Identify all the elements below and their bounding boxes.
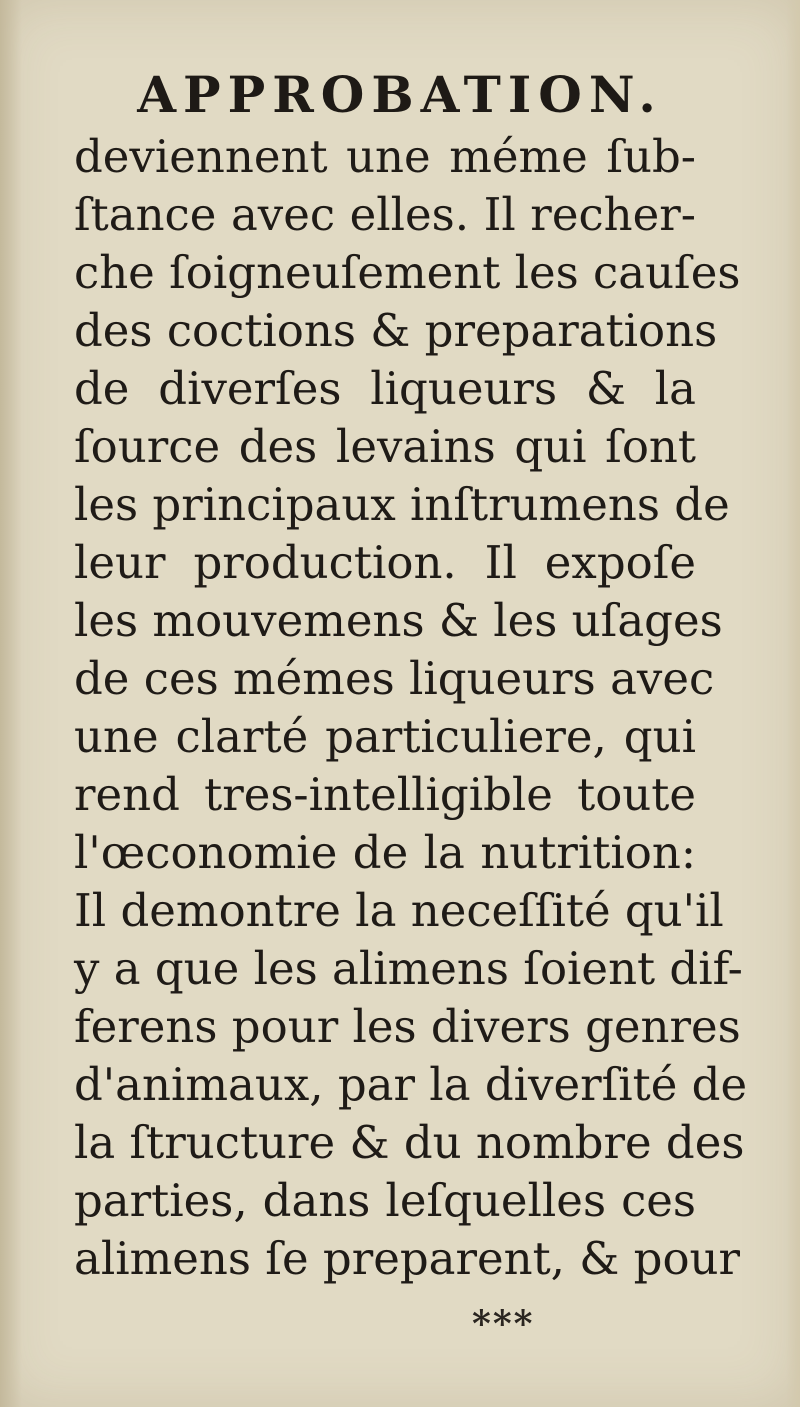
text-line: une clarté particuliere, qui	[74, 710, 696, 763]
text-line: alimens ſe preparent, & pour	[74, 1232, 741, 1285]
text-line: des coctions & preparations	[74, 304, 718, 357]
text-line: che ſoigneuſement les cauſes	[74, 246, 741, 299]
text-line: l'œconomie de la nutrition:	[74, 826, 696, 879]
text-line: de diverſes liqueurs & la	[74, 362, 696, 415]
text-line: les mouvemens & les uſages	[74, 594, 723, 647]
text-line: d'animaux, par la diverſité de	[74, 1058, 748, 1111]
page-gutter-shadow	[0, 0, 22, 1407]
page-heading: APPROBATION.	[137, 65, 663, 124]
text-line: ſtance avec elles. Il recher-	[74, 188, 696, 241]
signature-mark: ***	[472, 1303, 535, 1345]
body-text	[74, 128, 748, 1288]
text-line: de ces mémes liqueurs avec	[74, 652, 715, 705]
text-line: parties, dans leſquelles ces	[74, 1174, 696, 1227]
text-line: Il demontre la neceſſité qu'il	[74, 884, 724, 937]
text-line: ſource des levains qui ſont	[74, 420, 696, 473]
text-line: rend tres-intelligible toute	[74, 768, 696, 821]
text-line: la ſtructure & du nombre des	[74, 1116, 745, 1169]
page-edge-shadow	[786, 0, 800, 1407]
text-line: deviennent une méme ſub-	[74, 130, 696, 183]
text-line: leur production. Il expoſe	[74, 536, 696, 589]
text-line: y a que les alimens ſoient dif-	[74, 942, 743, 995]
text-line: ferens pour les divers genres	[74, 1000, 741, 1053]
text-line: les principaux inſtrumens de	[74, 478, 730, 531]
